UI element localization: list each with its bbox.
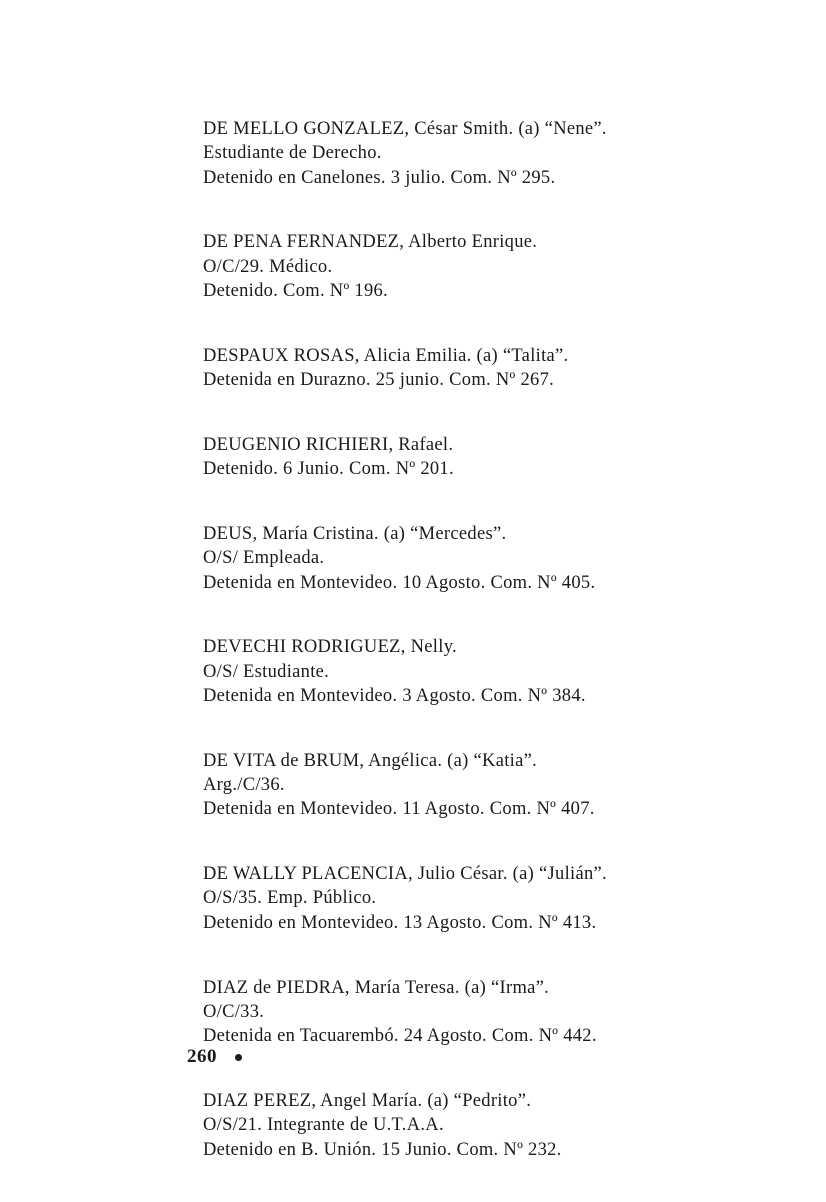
list-item xyxy=(203,862,763,935)
entry-detail-line: O/S/ Empleada. xyxy=(203,548,325,569)
list-item xyxy=(203,344,763,393)
entry-name-line: DE VITA de BRUM, Angélica. (a) “Katia”. xyxy=(203,750,538,771)
entry-detention-line: Detenida en Montevideo. 3 Agosto. Com. Nº 384. xyxy=(203,685,586,706)
entry-detail-line: O/S/35. Emp. Público. xyxy=(203,888,377,909)
list-item xyxy=(203,749,763,822)
entry-name-line: DIAZ de PIEDRA, María Teresa. (a) “Irma”. xyxy=(203,977,550,998)
list-item xyxy=(203,635,763,708)
entry-detention-line: Detenida en Durazno. 25 junio. Com. Nº 267. xyxy=(203,370,555,391)
entry-detention-line: Detenida en Tacuarembó. 24 Agosto. Com. Nº 442. xyxy=(203,1026,597,1047)
list-item xyxy=(203,976,763,1049)
entry-detention-line: Detenido. 6 Junio. Com. Nº 201. xyxy=(203,459,454,480)
entry-detail-line: Estudiante de Derecho. xyxy=(203,143,382,164)
entry-name-line: DEVECHI RODRIGUEZ, Nelly. xyxy=(203,637,457,658)
entry-detail-line: O/C/29. Médico. xyxy=(203,256,333,277)
entry-name-line: DIAZ PEREZ, Angel María. (a) “Pedrito”. xyxy=(203,1090,532,1111)
list-item xyxy=(203,117,763,190)
entry-detention-line: Detenido en Montevideo. 13 Agosto. Com. Nº 413. xyxy=(203,912,597,933)
entry-detention-line: Detenido en Canelones. 3 julio. Com. Nº 295. xyxy=(203,167,556,188)
entry-detail-line: O/C/33. xyxy=(203,1001,265,1022)
detainee-list xyxy=(203,117,763,1202)
entry-name-line: DE WALLY PLACENCIA, Julio César. (a) “Julián”. xyxy=(203,864,607,885)
entry-detail-line: Arg./C/36. xyxy=(203,775,285,796)
entry-detention-line: Detenido en B. Unión. 15 Junio. Com. Nº 232. xyxy=(203,1139,562,1160)
entry-name-line: DE MELLO GONZALEZ, César Smith. (a) “Nene”. xyxy=(203,119,607,139)
entry-name-line: DEUGENIO RICHIERI, Rafael. xyxy=(203,434,454,455)
list-item xyxy=(203,522,763,595)
entry-name-line: DESPAUX ROSAS, Alicia Emilia. (a) “Talita”. xyxy=(203,345,569,366)
list-item xyxy=(203,230,763,303)
entry-detail-line: O/S/ Estudiante. xyxy=(203,661,330,682)
bullet-dot-icon xyxy=(235,1054,242,1061)
page-footer xyxy=(187,1046,242,1068)
entry-detail-line: O/S/21. Integrante de U.T.A.A. xyxy=(203,1115,444,1136)
page-number: 260 xyxy=(187,1046,217,1067)
entry-detention-line: Detenida en Montevideo. 10 Agosto. Com. Nº 405. xyxy=(203,572,596,593)
entry-detention-line: Detenido. Com. Nº 196. xyxy=(203,280,388,301)
entry-name-line: DE PENA FERNANDEZ, Alberto Enrique. xyxy=(203,232,538,253)
entry-detention-line: Detenida en Montevideo. 11 Agosto. Com. Nº 407. xyxy=(203,799,595,820)
list-item xyxy=(203,1089,763,1162)
list-item xyxy=(203,433,763,482)
entry-name-line: DEUS, María Cristina. (a) “Mercedes”. xyxy=(203,523,507,544)
